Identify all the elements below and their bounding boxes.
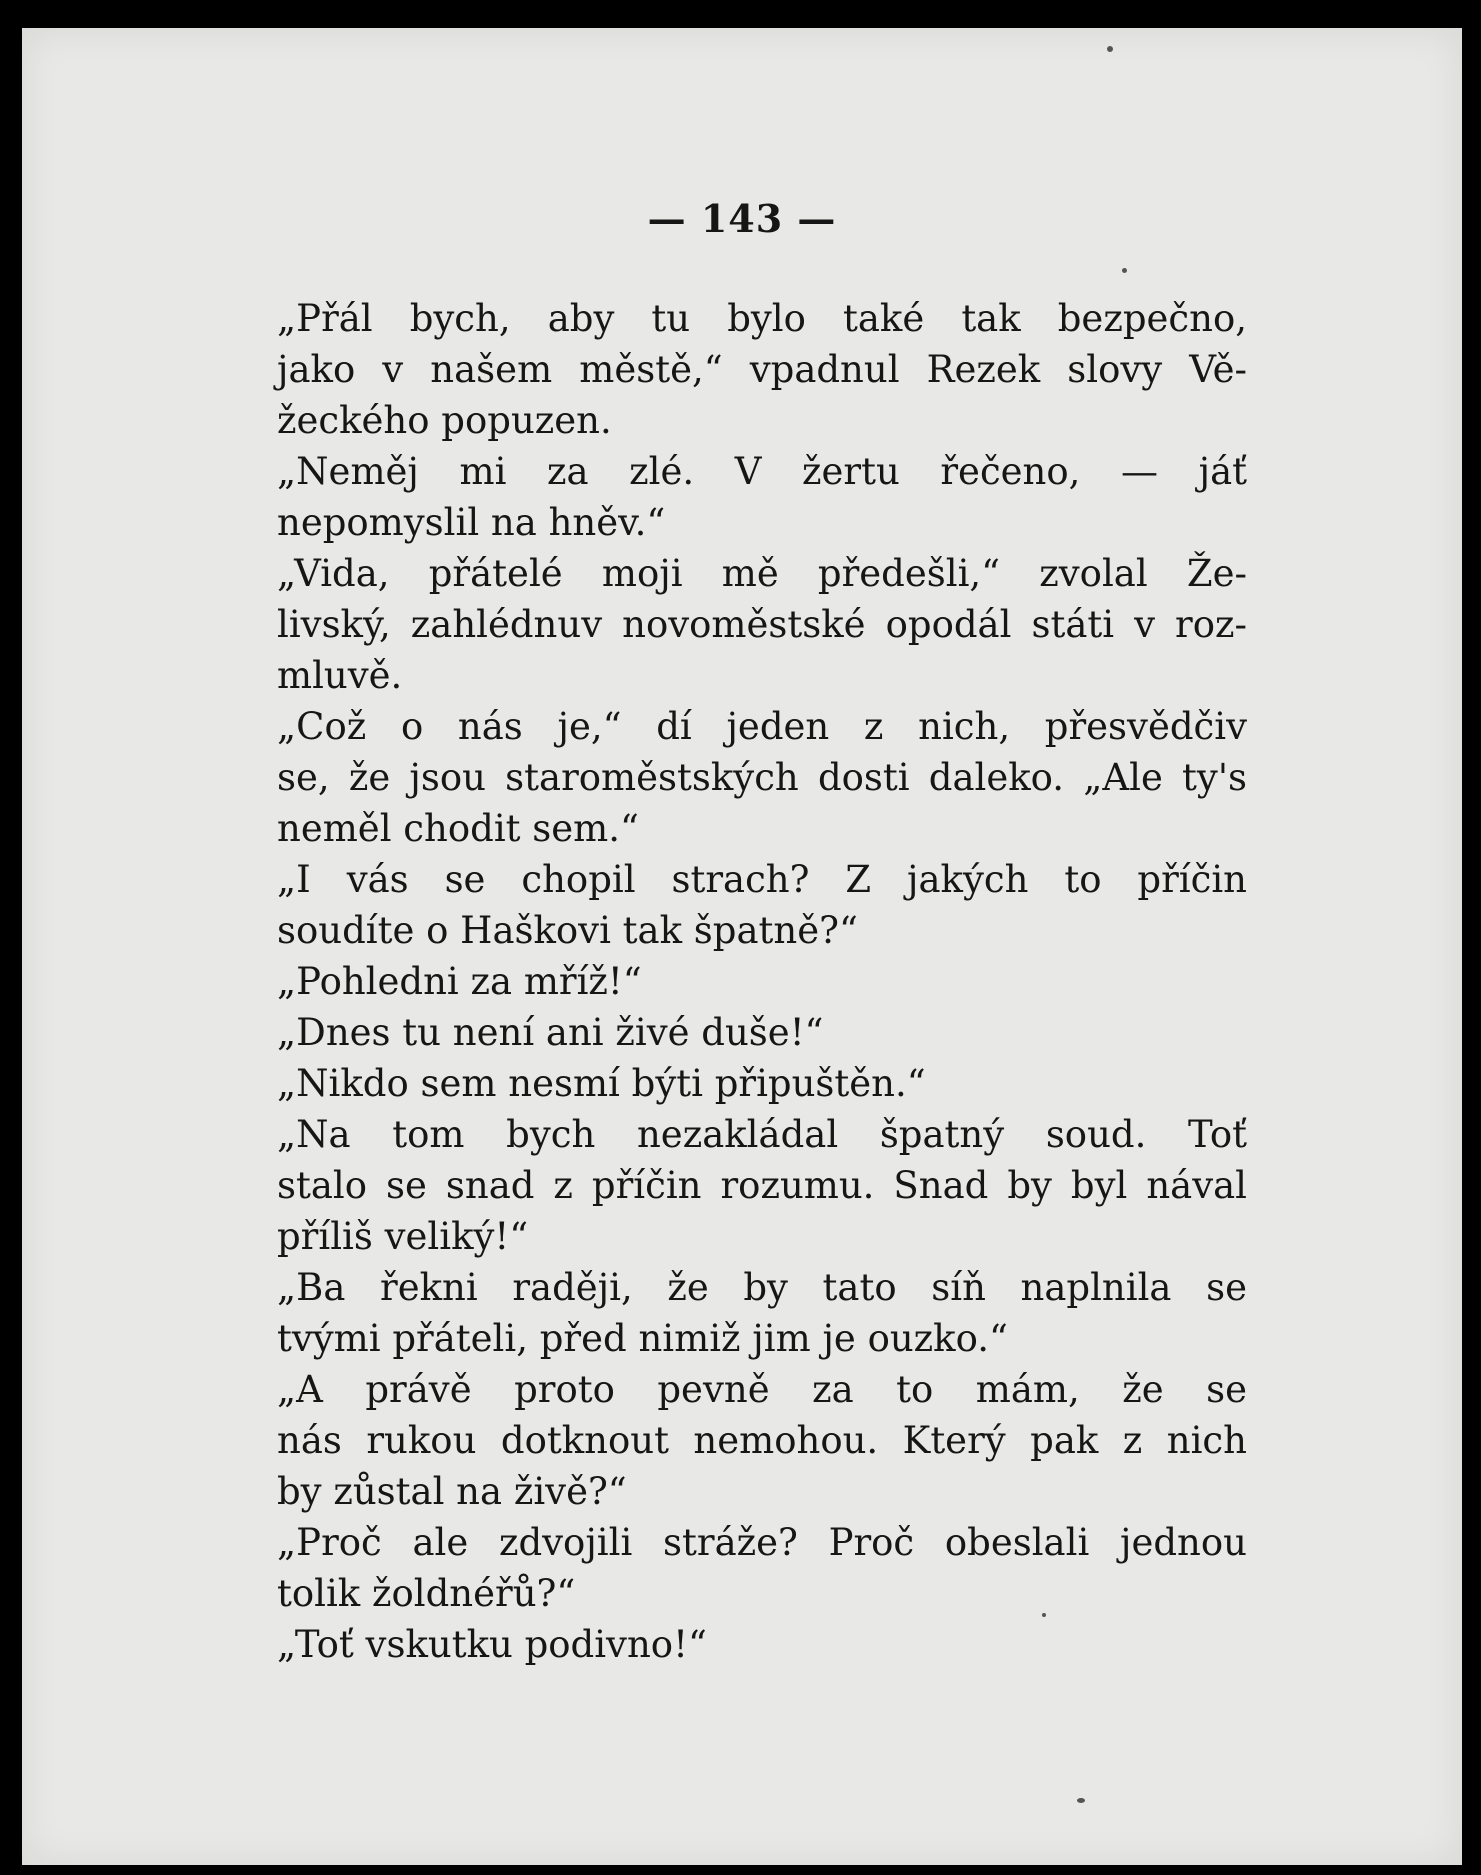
text-line: mluvě. [277, 654, 403, 697]
paragraph [167, 548, 1247, 701]
text-line: „Nikdo sem nesmí býti připuštěn.“ [277, 1062, 926, 1105]
text-line: „Ba řekni raději, že by tato síň naplnila se [277, 1266, 1247, 1309]
text-line: „Toť vskutku podivno!“ [277, 1623, 707, 1666]
text-line: „Vida, přátelé moji mě předešli,“ zvolal Že- [277, 552, 1247, 595]
text-line: nepomyslil na hněv.“ [277, 501, 666, 544]
text-line: „I vás se chopil strach? Z jakých to příčin [277, 858, 1247, 901]
scan-speck [1107, 46, 1113, 52]
text-line: tolik žoldnéřů?“ [277, 1572, 576, 1615]
scan-speck [1077, 1798, 1085, 1803]
text-line: se, že jsou staroměstských dosti daleko. „Ale ty's [277, 756, 1247, 799]
paragraph [167, 1517, 1247, 1619]
page-number: — 143 — [647, 196, 837, 241]
text-line: „Dnes tu není ani živé duše!“ [277, 1011, 824, 1054]
text-line: stalo se snad z příčin rozumu. Snad by byl nával [277, 1164, 1247, 1207]
paragraph [167, 293, 1247, 446]
text-line: „Neměj mi za zlé. V žertu řečeno, — jáť [277, 450, 1247, 493]
paragraph [167, 701, 1247, 854]
paragraph [167, 1007, 1247, 1058]
book-page [22, 28, 1462, 1865]
paragraph [167, 1619, 1247, 1670]
scan-speck [1042, 1613, 1046, 1617]
text-line: „A právě proto pevně za to mám, že se [277, 1368, 1247, 1411]
text-line: „Pohledni za mříž!“ [277, 960, 642, 1003]
text-line: „Na tom bych nezakládal špatný soud. Toť [277, 1113, 1247, 1156]
text-line: by zůstal na živě?“ [277, 1470, 627, 1513]
paragraph [167, 1364, 1247, 1517]
paragraph [167, 1262, 1247, 1364]
text-line: livský, zahlédnuv novoměstské opodál státi v roz- [277, 603, 1247, 646]
text-line: tvými přáteli, před nimiž jim je ouzko.“ [277, 1317, 1008, 1360]
text-line: nás rukou dotknout nemohou. Který pak z nich [277, 1419, 1247, 1462]
paragraph [167, 1109, 1247, 1262]
text-line: soudíte o Haškovi tak špatně?“ [277, 909, 858, 952]
text-line: příliš veliký!“ [277, 1215, 529, 1258]
paragraph [167, 854, 1247, 956]
text-line: neměl chodit sem.“ [277, 807, 639, 850]
paragraph [167, 956, 1247, 1007]
text-line: „Což o nás je,“ dí jeden z nich, přesvědčiv [277, 705, 1247, 748]
text-line: „Proč ale zdvojili stráže? Proč obeslali jednou [277, 1521, 1247, 1564]
text-line: jako v našem městě,“ vpadnul Rezek slovy Vě- [277, 348, 1247, 391]
text-line: „Přál bych, aby tu bylo také tak bezpečno, [277, 297, 1247, 340]
body-text [167, 293, 1247, 1670]
paragraph [167, 446, 1247, 548]
paragraph [167, 1058, 1247, 1109]
text-line: žeckého popuzen. [277, 399, 612, 442]
scan-speck [1122, 268, 1127, 273]
